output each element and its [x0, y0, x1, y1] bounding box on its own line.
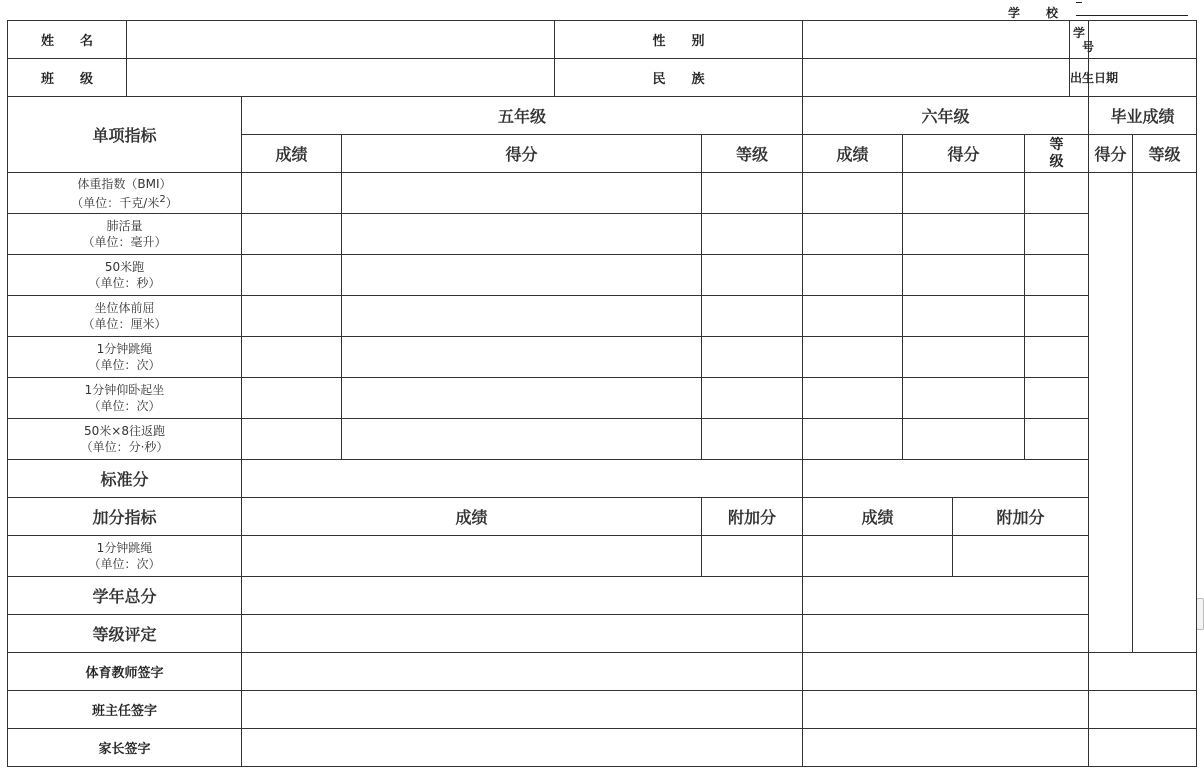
- g6-bonus-result-cell[interactable]: [803, 536, 953, 577]
- g5-bonus-result-cell[interactable]: [242, 536, 702, 577]
- g6-result-header: 成绩: [803, 135, 903, 173]
- g6-score-cell[interactable]: [903, 214, 1025, 255]
- grad-level-cell[interactable]: [1133, 173, 1197, 653]
- g6-pe-teacher-sign-cell[interactable]: [803, 653, 1089, 691]
- g5-result-cell[interactable]: [242, 255, 342, 296]
- name-label-cell: [8, 21, 127, 59]
- graduation-header: 毕业成绩: [1089, 97, 1197, 135]
- g5-level-rating-cell[interactable]: [242, 615, 803, 653]
- g5-score-cell[interactable]: [342, 378, 702, 419]
- standard-score-label: 标准分: [8, 460, 242, 498]
- school-label: 学校: [1008, 6, 1085, 20]
- item-unit: （单位：毫升）: [82, 235, 167, 249]
- g6-level-cell[interactable]: [1025, 419, 1089, 460]
- g5-score-cell[interactable]: [342, 337, 702, 378]
- fitness-record-table: [7, 20, 1197, 767]
- year-total-label: 学年总分: [8, 577, 242, 615]
- g5-level-cell[interactable]: [702, 173, 803, 214]
- g6-level-cell[interactable]: [1025, 296, 1089, 337]
- class-label-cell: [8, 59, 127, 97]
- g5-result-cell[interactable]: [242, 378, 342, 419]
- birthdate-label: 出生日期: [1070, 59, 1089, 97]
- student-no-label: [1070, 21, 1095, 59]
- item-sit-ups: [8, 378, 242, 419]
- item-bmi: [8, 173, 242, 214]
- g6-score-cell[interactable]: [903, 337, 1025, 378]
- item-unit: （单位：次）: [88, 358, 161, 372]
- g6-level-cell[interactable]: [1025, 214, 1089, 255]
- gender-label-cell: [555, 21, 803, 59]
- gender-label: 性别: [652, 34, 731, 49]
- g5-level-cell[interactable]: [702, 378, 803, 419]
- g5-score-cell[interactable]: [342, 419, 702, 460]
- item-bmi-unit-close: ）: [165, 195, 178, 210]
- g6-year-total-cell[interactable]: [803, 577, 1089, 615]
- class-field[interactable]: [127, 59, 555, 97]
- bonus-indicator-label: 加分指标: [8, 498, 242, 536]
- g6-result-cell[interactable]: [803, 255, 903, 296]
- g6-result-cell[interactable]: [803, 419, 903, 460]
- school-field[interactable]: [1076, 15, 1188, 16]
- g6-result-cell[interactable]: [803, 337, 903, 378]
- item-name: 1分钟跳绳: [96, 541, 153, 555]
- grad-head-teacher-sign-cell[interactable]: [1089, 691, 1197, 729]
- item-vital-capacity: [8, 214, 242, 255]
- item-name: 肺活量: [106, 219, 143, 233]
- g6-result-cell[interactable]: [803, 214, 903, 255]
- student-no-label-2: 号: [1082, 39, 1095, 54]
- bonus-item-rope-skipping: [8, 536, 242, 577]
- item-name: 1分钟跳绳: [96, 342, 153, 356]
- g6-result-cell[interactable]: [803, 173, 903, 214]
- item-bmi-unit-sup: 2: [159, 193, 166, 205]
- grad-pe-teacher-sign-cell[interactable]: [1089, 653, 1197, 691]
- g6-head-teacher-sign-cell[interactable]: [803, 691, 1089, 729]
- item-unit: （单位：次）: [88, 557, 161, 571]
- g6-bonus-points-cell[interactable]: [953, 536, 1089, 577]
- grad-parent-sign-cell[interactable]: [1089, 729, 1197, 767]
- g5-result-cell[interactable]: [242, 419, 342, 460]
- student-no-field[interactable]: [1089, 21, 1197, 59]
- grade6-header: 六年级: [803, 97, 1089, 135]
- item-rope-skipping: [8, 337, 242, 378]
- g5-level-cell[interactable]: [702, 214, 803, 255]
- g5-bonus-result-header: 成绩: [242, 498, 702, 536]
- g5-score-cell[interactable]: [342, 255, 702, 296]
- g6-level-char-1: 等: [1049, 136, 1064, 153]
- item-name: 50米跑: [104, 260, 145, 274]
- g5-bonus-points-header: 附加分: [702, 498, 803, 536]
- g5-level-header: 等级: [702, 135, 803, 173]
- g6-standard-score-cell[interactable]: [803, 460, 1089, 498]
- item-bmi-unit-text: （单位：千克/米: [71, 195, 160, 210]
- g5-level-cell[interactable]: [702, 419, 803, 460]
- pe-teacher-sign-label: 体育教师签字: [8, 653, 242, 691]
- g6-level-header: [1025, 135, 1089, 173]
- item-name: 1分钟仰卧起坐: [84, 383, 165, 397]
- g5-result-cell[interactable]: [242, 214, 342, 255]
- parent-sign-label: 家长签字: [8, 729, 242, 767]
- g6-parent-sign-cell[interactable]: [803, 729, 1089, 767]
- grade5-header: 五年级: [242, 97, 803, 135]
- scrollbar-handle[interactable]: [1196, 598, 1204, 630]
- gender-field[interactable]: [803, 21, 1070, 59]
- grad-score-cell[interactable]: [1089, 173, 1133, 653]
- g6-score-cell[interactable]: [903, 255, 1025, 296]
- item-sit-and-reach: [8, 296, 242, 337]
- g6-bonus-points-header: 附加分: [953, 498, 1089, 536]
- g6-score-cell[interactable]: [903, 419, 1025, 460]
- g5-bonus-points-cell[interactable]: [702, 536, 803, 577]
- grad-score-header: 得分: [1089, 135, 1133, 173]
- g5-score-cell[interactable]: [342, 296, 702, 337]
- ethnicity-label-cell: [555, 59, 803, 97]
- item-unit: （单位：秒）: [88, 276, 161, 290]
- g6-level-cell[interactable]: [1025, 173, 1089, 214]
- g5-year-total-cell[interactable]: [242, 577, 803, 615]
- item-unit: （单位：分·秒）: [80, 440, 169, 454]
- g6-level-rating-cell[interactable]: [803, 615, 1089, 653]
- g6-score-cell[interactable]: [903, 378, 1025, 419]
- g5-result-cell[interactable]: [242, 173, 342, 214]
- g5-head-teacher-sign-cell[interactable]: [242, 691, 803, 729]
- g5-score-cell[interactable]: [342, 214, 702, 255]
- g6-result-cell[interactable]: [803, 378, 903, 419]
- g6-bonus-result-header: 成绩: [803, 498, 953, 536]
- item-shuttle-run: [8, 419, 242, 460]
- g5-level-cell[interactable]: [702, 296, 803, 337]
- g6-result-cell[interactable]: [803, 296, 903, 337]
- g5-score-header: 得分: [342, 135, 702, 173]
- g5-result-header: 成绩: [242, 135, 342, 173]
- level-rating-label: 等级评定: [8, 615, 242, 653]
- g5-parent-sign-cell[interactable]: [242, 729, 803, 767]
- g6-level-cell[interactable]: [1025, 378, 1089, 419]
- g6-level-char-2: 级: [1049, 153, 1064, 170]
- student-no-label-1: 学: [1073, 25, 1086, 40]
- ethnicity-field[interactable]: [803, 59, 1070, 97]
- g5-result-cell[interactable]: [242, 296, 342, 337]
- head-teacher-sign-label: 班主任签字: [8, 691, 242, 729]
- g5-standard-score-cell[interactable]: [242, 460, 803, 498]
- g6-score-cell[interactable]: [903, 296, 1025, 337]
- item-name: 50米×8往返跑: [84, 424, 165, 438]
- ethnicity-label: 民族: [652, 72, 731, 87]
- g5-pe-teacher-sign-cell[interactable]: [242, 653, 803, 691]
- g5-level-cell[interactable]: [702, 337, 803, 378]
- item-bmi-unit: [8, 192, 241, 211]
- g6-score-header: 得分: [903, 135, 1025, 173]
- g5-level-cell[interactable]: [702, 255, 803, 296]
- name-label: 姓名: [40, 34, 119, 49]
- item-unit: （单位：厘米）: [82, 317, 167, 331]
- g6-score-cell[interactable]: [903, 173, 1025, 214]
- class-label: 班级: [40, 72, 119, 87]
- g5-result-cell[interactable]: [242, 337, 342, 378]
- grad-level-header: 等级: [1133, 135, 1197, 173]
- name-field[interactable]: [127, 21, 555, 59]
- item-bmi-name: 体重指数（BMI）: [77, 176, 172, 191]
- g6-level-cell[interactable]: [1025, 255, 1089, 296]
- item-name: 坐位体前屈: [94, 301, 155, 315]
- g6-level-cell[interactable]: [1025, 337, 1089, 378]
- item-unit: （单位：次）: [88, 399, 161, 413]
- g5-score-cell[interactable]: [342, 173, 702, 214]
- item-50m-run: [8, 255, 242, 296]
- indicator-header: 单项指标: [8, 97, 242, 173]
